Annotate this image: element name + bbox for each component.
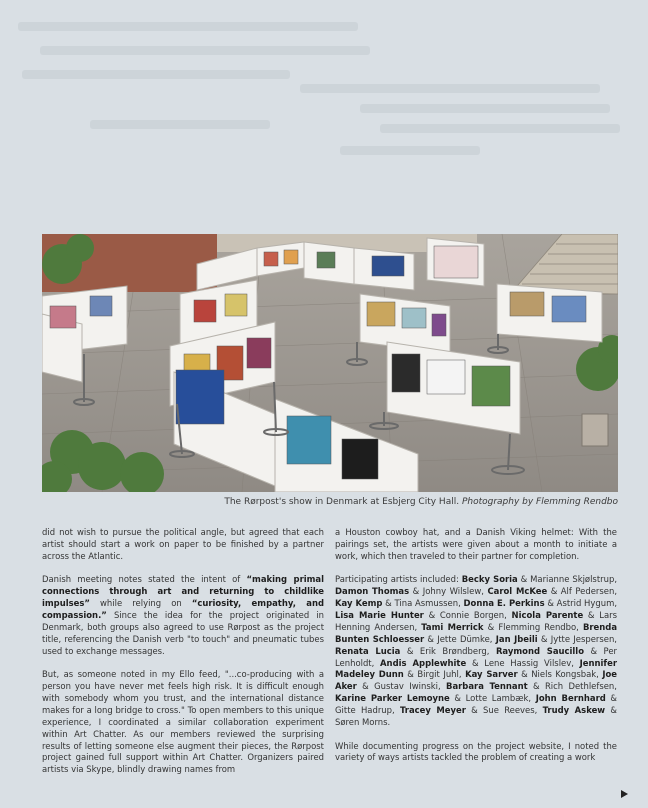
photo-caption — [42, 497, 618, 507]
artist-name-dk: Søren Morns — [335, 717, 388, 728]
artist-name-us: Jennifer Madeley Dunn — [335, 657, 617, 680]
artist-name-us: Jan Jbeili — [495, 633, 538, 644]
quote-curiosity: “curiosity, empathy, and compassion.” — [42, 598, 324, 620]
article-column-left — [42, 527, 324, 788]
artist-name-us: Nicola Parente — [511, 609, 584, 620]
artist-name-dk: Alf Pedersen — [560, 586, 615, 597]
artist-name-dk: Birgit Juhl — [417, 669, 459, 680]
artist-name-dk: Johny Wilslew — [422, 586, 482, 597]
artist-name-dk: Niels Kongsbak — [531, 669, 597, 680]
paragraph: While documenting progress on the project website, I noted the variety of ways artists tackled the problem of creating a work — [335, 740, 617, 763]
artist-name-us: Carol McKee — [487, 586, 548, 597]
artist-name-dk: Per Lenholdt — [335, 645, 617, 668]
paragraph: did not wish to pursue the political angle, but agreed that each artist should start a work on paper to be finished by a partner across the Atlantic. — [42, 527, 324, 561]
artist-name-us: Lisa Marie Hunter — [335, 609, 424, 620]
artist-name-dk: Gustav Iwinski — [374, 681, 438, 692]
artist-name-us: Tami Merrick — [421, 621, 484, 632]
artist-name-us: Trudy Askew — [542, 705, 606, 716]
artist-name-dk: Jette Dümke — [437, 633, 490, 644]
exhibition-photo — [42, 234, 618, 492]
artist-name-us: Andis Applewhite — [380, 657, 467, 668]
artist-name-dk: Flemming Rendbo — [498, 621, 577, 632]
caption-text: The Rørpost's show in Denmark at Esbjerg City Hall. — [224, 497, 462, 507]
artist-name-dk: Rich Dethlefsen — [544, 681, 615, 692]
artist-name-us: Joe Aker — [335, 669, 618, 692]
artist-name-dk: Lars Henning Andersen — [335, 609, 617, 632]
artist-name-dk: Gitte Hadrup — [335, 705, 393, 716]
paragraph: But, as someone noted in my Ello feed, "...co-producing with a person you have never met feels high risk. It is difficult enough with somebody whom you trust, and the international distance makes for a long bridge to cross." To open members to this unique experience, I coordinated a similar collaboration experiment within Art Chatter. As our members reviewed the surprising results of letting someone else augment their pieces, the Rørpost project gained full support within Art Chatter. Organizers paired artists via Skype, blindly drawing names from — [42, 669, 324, 775]
quote-primal: “making primal connections through art and returning to childlike impulses” — [42, 574, 324, 609]
artist-name-us: Barbara Tennant — [446, 681, 528, 692]
next-page-arrow-icon — [621, 790, 628, 798]
artist-name-dk: Marianne Skjølstrup — [530, 574, 615, 585]
artist-name-dk: Connie Borgen — [439, 609, 505, 620]
artist-name-us: Brenda Bunten Schloesser — [335, 621, 618, 644]
artist-name-us: Tracey Meyer — [399, 705, 466, 716]
artist-name-dk: Tina Asmussen — [394, 598, 459, 609]
artist-name-us: Kay Kemp — [335, 598, 383, 609]
paragraph: a Houston cowboy hat, and a Danish Viking helmet: With the pairings set, the artists were given about a month to initiate a work, which then traveled to their partner for completion. — [335, 527, 617, 561]
artist-name-us: Damon Thomas — [335, 586, 410, 597]
bleed-through-text — [0, 0, 648, 230]
artist-name-us: Raymond Saucillo — [495, 645, 584, 656]
artist-name-dk: Erik Brøndberg — [419, 645, 487, 656]
artist-name-dk: Jytte Jespersen — [550, 633, 615, 644]
artist-name-us: Kay Sarver — [465, 669, 518, 680]
artist-name-us: Renata Lucia — [335, 645, 401, 656]
artist-name-us: Karine Parker Lemoyne — [335, 693, 450, 704]
artist-list: Participating artists included: Becky Soria & Marianne Skjølstrup, Damon Thomas & Johny Wilslew, Carol McKee & Alf Pedersen, Kay Kemp & Tina Asmussen, Donna E. Perkins & Astrid Hygum, Lisa Marie Hunter & Connie Borgen, Nicola Parente & Lars Henning Andersen, Tami Merrick & Flemming Rendbo, Brenda Bunten Schloesser & Jette Dümke, Jan Jbeili & Jytte Jespersen, Renata Lucia & Erik Brøndberg, Raymond Saucillo & Per Lenholdt, Andis Applewhite & Lene Hassig Vilslev, Jennifer Madeley Dunn & Birgit Juhl, Kay Sarver & Niels Kongsbak, Joe Aker & Gustav Iwinski, Barbara Tennant & Rich Dethlefsen, Karine Parker Lemoyne & Lotte Lambæk, John Bernhard & Gitte Hadrup, Tracey Meyer & Sue Reeves, Trudy Askew & Søren Morns. — [335, 574, 618, 728]
artist-name-us: John Bernhard — [535, 693, 606, 704]
artist-name-dk: Lotte Lambæk — [465, 693, 529, 704]
artist-name-dk: Astrid Hygum — [556, 598, 615, 609]
photo-credit: Photography by Flemming Rendbo — [461, 497, 618, 507]
artist-name-dk: Lene Hassig Vilslev — [484, 657, 572, 668]
artist-name-us: Becky Soria — [461, 574, 518, 585]
artist-name-us: Donna E. Perkins — [463, 598, 545, 609]
artist-name-dk: Sue Reeves — [483, 705, 535, 716]
article-column-right — [335, 527, 617, 776]
paragraph: Danish meeting notes stated the intent of “making primal connections through art and returning to childlike impulses” while relying on “curiosity, empathy, and compassion.” Since the idea for the project originated in Denmark, both groups also agreed to use Rørpost as the project title, referencing the Danish verb "to touch" and pneumatic tubes used to exchange messages. — [42, 574, 324, 656]
